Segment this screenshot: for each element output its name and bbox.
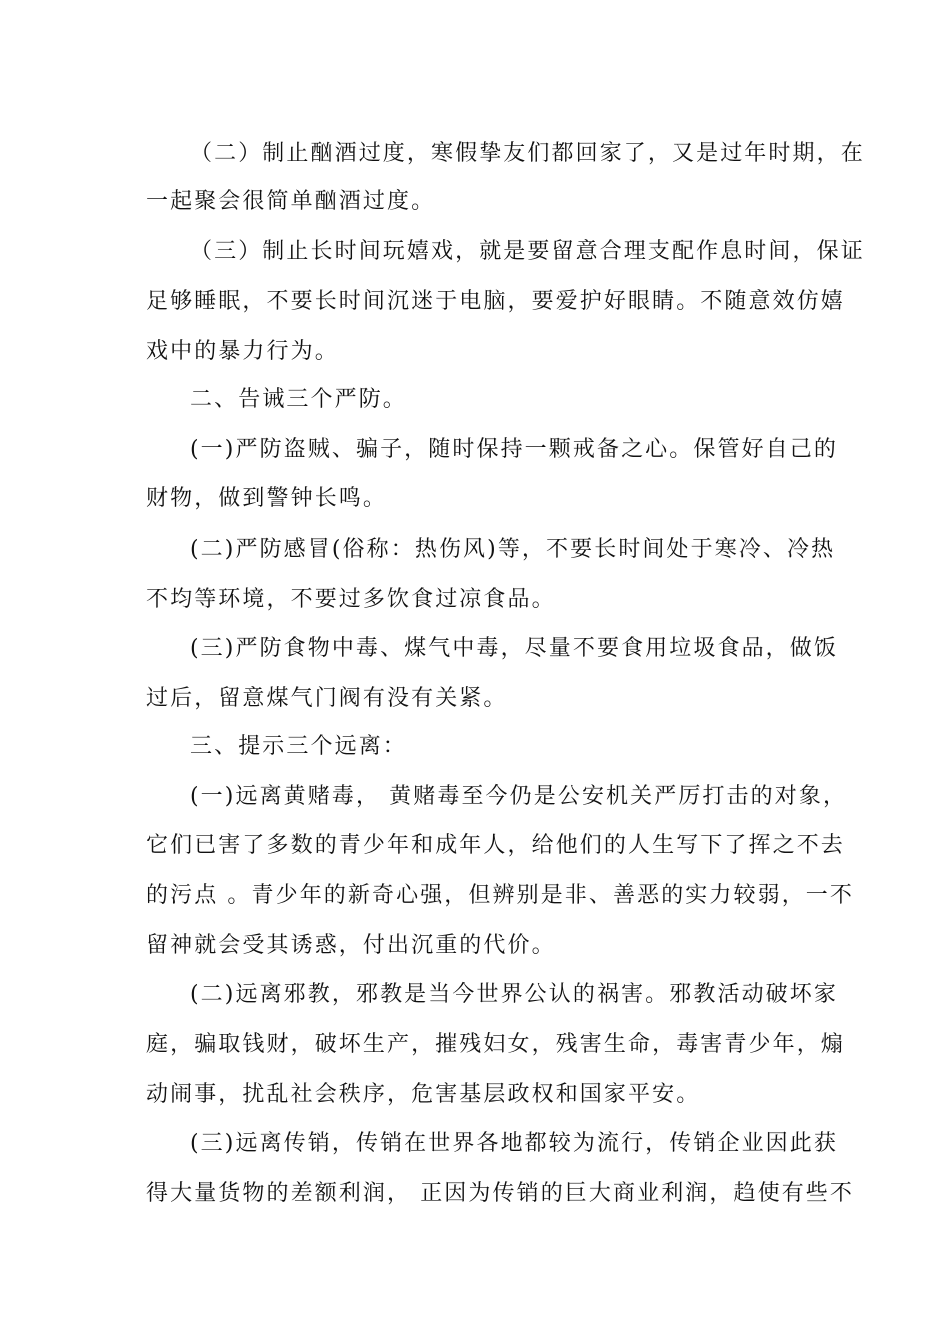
text-line: （二）制止酗酒过度，寒假挚友们都回家了，又是过年时期，在 — [190, 141, 865, 166]
text-line: 戏中的暴力行为。 — [146, 339, 339, 364]
text-line: 足够睡眠，不要长时间沉迷于电脑，要爱护好眼睛。不随意效仿嬉 — [146, 289, 845, 314]
text-line: (二)严防感冒(俗称：热伤风)等，不要长时间处于寒冷、冷热 — [190, 537, 836, 562]
text-line: 一起聚会很简单酗酒过度。 — [146, 189, 436, 214]
text-line: (一)远离黄赌毒， 黄赌毒至今仍是公安机关严厉打击的对象， — [190, 784, 848, 809]
text-line: 不均等环境，不要过多饮食过凉食品。 — [146, 587, 556, 612]
section-heading: 三、提示三个远离： — [190, 734, 407, 759]
text-line: (二)远离邪教，邪教是当今世界公认的祸害。邪教活动破坏家 — [190, 982, 838, 1007]
text-line: 财物，做到警钟长鸣。 — [146, 486, 388, 511]
text-line: 庭，骗取钱财，破坏生产，摧残妇女，残害生命，毒害青少年，煽 — [146, 1032, 845, 1057]
text-line: 留神就会受其诱惑，付出沉重的代价。 — [146, 933, 556, 958]
text-line: 过后，留意煤气门阀有没有关紧。 — [146, 686, 508, 711]
text-line: (一)严防盗贼、骗子，随时保持一颗戒备之心。保管好自己的 — [190, 437, 838, 462]
text-line: 得大量货物的差额利润， 正因为传销的巨大商业利润，趋使有些不 — [146, 1181, 854, 1206]
text-line: (三)远离传销，传销在世界各地都较为流行，传销企业因此获 — [190, 1131, 838, 1156]
text-line: 的污点 。青少年的新奇心强，但辨别是非、善恶的实力较弱，一不 — [146, 883, 854, 908]
section-heading: 二、告诫三个严防。 — [190, 387, 407, 412]
text-line: (三)严防食物中毒、煤气中毒，尽量不要食用垃圾食品，做饭 — [190, 636, 838, 661]
text-line: 它们已害了多数的青少年和成年人，给他们的人生写下了挥之不去 — [146, 833, 845, 858]
text-line: （三）制止长时间玩嬉戏，就是要留意合理支配作息时间，保证 — [190, 239, 865, 264]
text-line: 动闹事，扰乱社会秩序，危害基层政权和国家平安。 — [146, 1082, 701, 1107]
